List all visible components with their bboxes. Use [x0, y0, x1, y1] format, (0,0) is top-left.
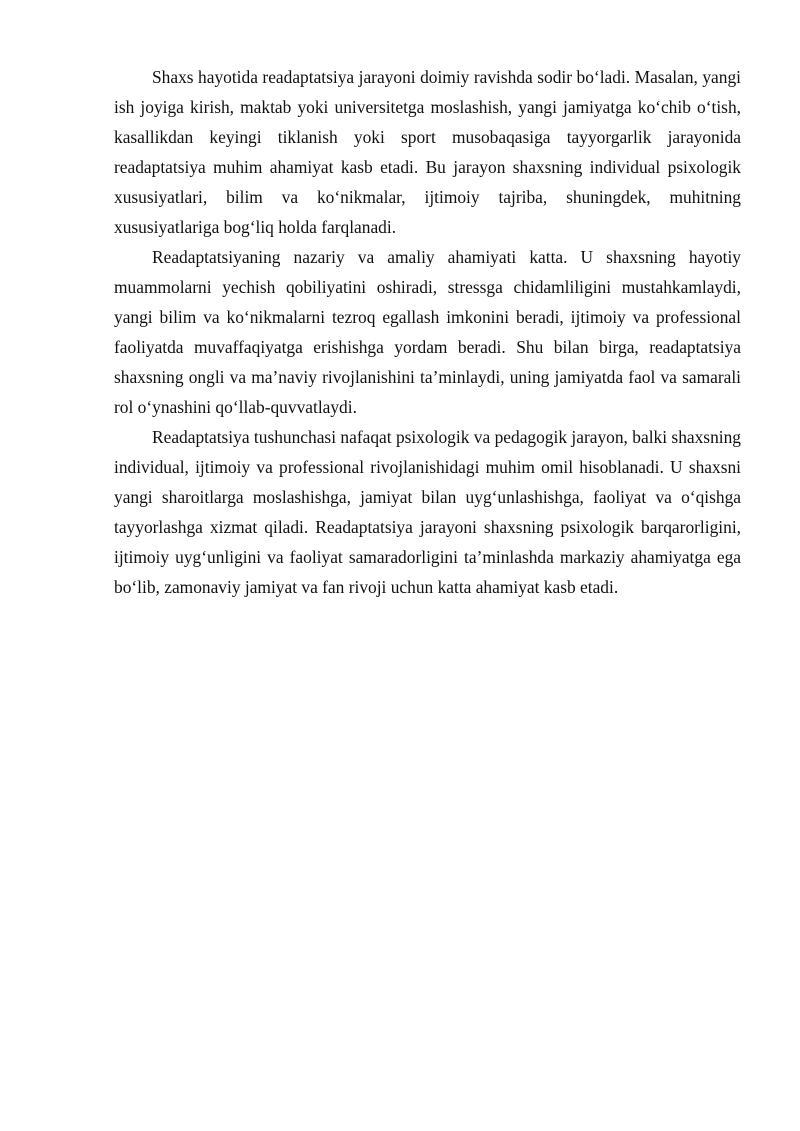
document-page [114, 62, 741, 602]
paragraph-1: Shaxs hayotida readaptatsiya jarayoni doimiy ravishda sodir bo‘ladi. Masalan, yangi ish joyiga kirish, maktab yoki universitetga moslashish, yangi jamiyatga ko‘chib o‘tish, kasallikdan keyingi tiklanish yoki sport musobaqasiga tayyorgarlik jarayonida readaptatsiya muhim ahamiyat kasb etadi. Bu jarayon shaxsning individual psixologik xususiyatlari, bilim va ko‘nikmalar, ijtimoiy tajriba, shuningdek, muhitning xususiyatlariga bog‘liq holda farqlanadi. [114, 67, 741, 237]
paragraph-3: Readaptatsiya tushunchasi nafaqat psixologik va pedagogik jarayon, balki shaxsning individual, ijtimoiy va professional rivojlanishidagi muhim omil hisoblanadi. U shaxsni yangi sharoitlarga moslashishga, jamiyat bilan uyg‘unlashishga, faoliyat va o‘qishga tayyorlashga xizmat qiladi. Readaptatsiya jarayoni shaxsning psixologik barqarorligini, ijtimoiy uyg‘unligini va faoliyat samaradorligini ta’minlashda markaziy ahamiyatga ega bo‘lib, zamonaviy jamiyat va fan rivoji uchun katta ahamiyat kasb etadi. [114, 427, 741, 597]
paragraph-2: Readaptatsiyaning nazariy va amaliy ahamiyati katta. U shaxsning hayotiy muammolarni yechish qobiliyatini oshiradi, stressga chidamliligini mustahkamlaydi, yangi bilim va ko‘nikmalarni tezroq egallash imkonini beradi, ijtimoiy va professional faoliyatda muvaffaqiyatga erishishga yordam beradi. Shu bilan birga, readaptatsiya shaxsning ongli va ma’naviy rivojlanishini ta’minlaydi, uning jamiyatda faol va samarali rol o‘ynashini qo‘llab-quvvatlaydi. [114, 247, 741, 417]
